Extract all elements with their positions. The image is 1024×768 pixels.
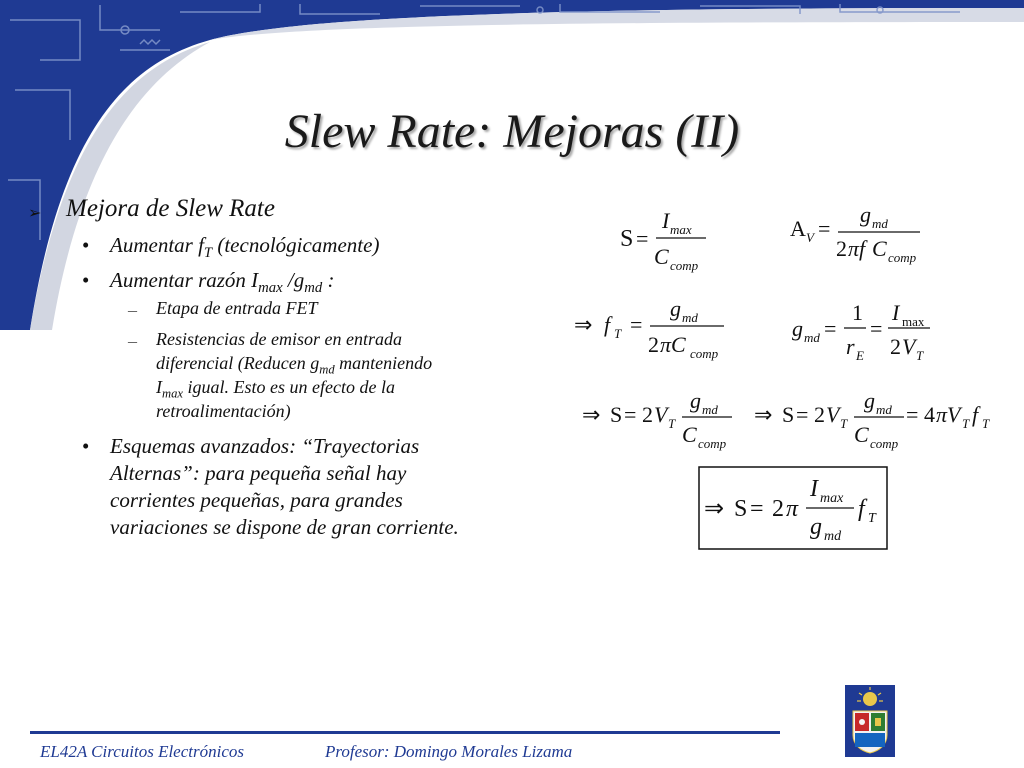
formula-ft (574, 296, 724, 361)
svg-text:2: 2 (814, 402, 825, 427)
svg-text:=: = (824, 316, 837, 341)
svg-text:⇒: ⇒ (704, 496, 725, 522)
svg-text:⇒: ⇒ (574, 312, 593, 337)
svg-text:=: = (624, 402, 637, 427)
bullet-advanced-l4: variaciones se dispone de gran corriente. (110, 515, 459, 539)
svg-text:f: f (858, 496, 865, 522)
svg-text:T: T (840, 416, 848, 431)
svg-text:T: T (962, 416, 970, 431)
svg-text:2: 2 (648, 332, 659, 357)
svg-text:md: md (702, 402, 718, 417)
svg-text:S: S (734, 496, 748, 522)
footer-rule (30, 731, 780, 734)
formula-s-ft (754, 388, 990, 451)
svg-text:⇒: ⇒ (754, 402, 773, 427)
svg-text:=: = (630, 312, 643, 337)
bullet-advanced-l1: Esquemas avanzados: “Trayectorias (110, 434, 420, 458)
svg-text:T: T (916, 348, 924, 363)
university-crest-icon (845, 685, 895, 757)
svg-text:T: T (668, 416, 676, 431)
svg-text:md: md (682, 310, 698, 325)
svg-text:πf: πf (848, 236, 866, 261)
equations-figure (560, 190, 1010, 560)
chevron-right-icon: ➢ (28, 205, 42, 222)
svg-text:r: r (846, 334, 855, 359)
svg-text:T: T (982, 416, 990, 431)
sub-bullet-resistors-l2: diferencial (Reducen $g_{md}$ manteniendo (156, 353, 433, 377)
svg-text:C: C (654, 244, 669, 269)
svg-text:f: f (972, 402, 979, 427)
svg-text:2: 2 (772, 496, 784, 522)
svg-text:πC: πC (660, 332, 686, 357)
svg-text:comp: comp (690, 346, 719, 361)
svg-text:2: 2 (642, 402, 653, 427)
svg-text:g: g (864, 388, 875, 413)
dash-icon: – (128, 300, 137, 320)
formula-result-box (699, 467, 887, 549)
sub-bullet-resistors-l4: retroalimentación) (156, 401, 291, 421)
svg-text:A: A (790, 216, 806, 241)
svg-text:=: = (636, 226, 649, 251)
formula-slew-rate (620, 208, 706, 273)
svg-text:πV: πV (936, 402, 961, 427)
svg-text:g: g (860, 202, 871, 227)
svg-text:V: V (654, 402, 668, 427)
svg-text:S: S (610, 402, 623, 427)
svg-text:md: md (824, 529, 842, 544)
bullet-advanced-l3: corrientes pequeñas, para grandes (110, 488, 403, 512)
svg-text:S: S (782, 402, 795, 427)
svg-text:=: = (818, 216, 831, 241)
svg-text:T: T (614, 326, 622, 341)
svg-text:=: = (796, 402, 809, 427)
bullet-increase-ft: Aumentar $f_T$ (tecnológicamente) (110, 233, 380, 262)
svg-text:max: max (902, 314, 925, 329)
footer-course: EL42A Circuitos Electrónicos (40, 742, 244, 761)
svg-text:=: = (906, 402, 919, 427)
svg-text:md: md (804, 330, 820, 345)
svg-text:C: C (872, 236, 887, 261)
svg-text:md: md (872, 216, 888, 231)
formula-gmd (792, 300, 930, 363)
bullet-dot-icon: • (82, 268, 90, 292)
svg-text:C: C (854, 422, 869, 447)
svg-text:2: 2 (836, 236, 847, 261)
svg-text:g: g (792, 316, 803, 341)
svg-text:f: f (604, 312, 611, 337)
svg-text:comp: comp (698, 436, 727, 451)
svg-text:g: g (670, 296, 681, 321)
svg-text:C: C (682, 422, 697, 447)
svg-text:md: md (876, 402, 892, 417)
svg-text:4: 4 (924, 402, 935, 427)
svg-text:V: V (826, 402, 840, 427)
bullet-dot-icon: • (82, 434, 90, 458)
heading-bullet: Mejora de Slew Rate (66, 195, 275, 222)
sub-bullet-resistors-l3: $I_{max}$ igual. Esto es un efecto de la (156, 377, 395, 401)
svg-text:1: 1 (852, 300, 863, 325)
bullet-dot-icon: • (82, 233, 90, 257)
svg-text:S: S (620, 226, 634, 252)
svg-text:max: max (670, 222, 692, 237)
svg-text:comp: comp (670, 258, 699, 273)
footer-professor: Profesor: Domingo Morales Lizama (325, 742, 573, 761)
svg-text:T: T (868, 511, 876, 526)
svg-text:I: I (662, 208, 670, 233)
svg-text:max: max (820, 491, 844, 506)
bullet-advanced-l2: Alternas”: para pequeña señal hay (110, 461, 407, 485)
sub-bullet-resistors-l1: Resistencias de emisor en entrada (156, 329, 402, 349)
svg-text:E: E (856, 348, 864, 363)
sub-bullet-fet: Etapa de entrada FET (156, 298, 318, 318)
svg-text:g: g (810, 514, 822, 540)
svg-text:V: V (806, 230, 814, 245)
svg-text:V: V (902, 334, 916, 359)
dash-icon: – (128, 331, 137, 351)
svg-text:I: I (810, 476, 818, 502)
svg-text:π: π (786, 496, 799, 522)
svg-text:=: = (750, 496, 764, 522)
formula-gain (790, 202, 920, 265)
formula-s-vt (582, 388, 732, 451)
svg-text:=: = (870, 316, 883, 341)
svg-text:g: g (690, 388, 701, 413)
svg-text:2: 2 (890, 334, 901, 359)
svg-text:I: I (892, 300, 900, 325)
svg-text:comp: comp (870, 436, 899, 451)
svg-text:comp: comp (888, 250, 917, 265)
bullet-increase-ratio: Aumentar razón $I_{max}$ $/g_{md}$ : (110, 268, 335, 297)
slide-title: Slew Rate: Mejoras (II) (284, 105, 740, 158)
svg-text:⇒: ⇒ (582, 402, 601, 427)
